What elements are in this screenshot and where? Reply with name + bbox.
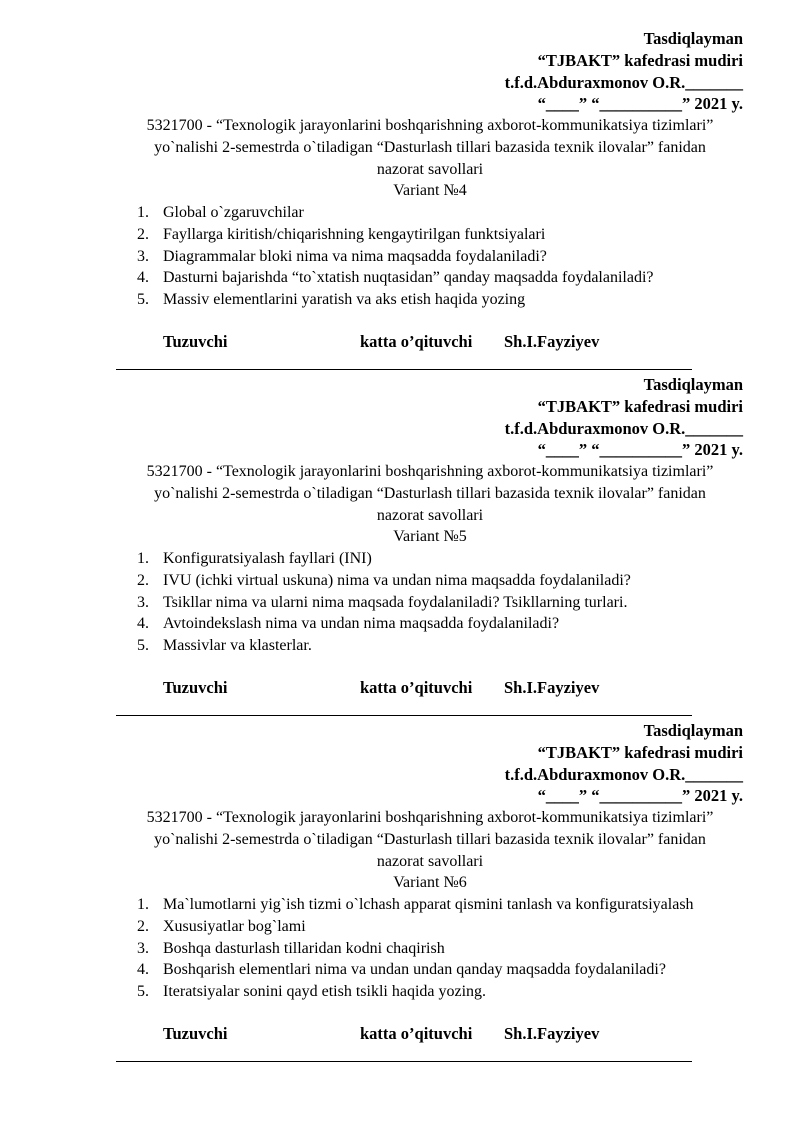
question-item [137, 916, 694, 938]
signature-name: Sh.I.Fayziyev [504, 1024, 600, 1043]
signature-title: katta o’qituvchi [360, 1024, 473, 1043]
question-item [137, 267, 654, 289]
question-item [137, 224, 654, 246]
approval-head-name: t.f.d.Abduraxmonov O.R._______ [504, 72, 743, 92]
question-text: Iteratsiyalar sonini qayd etish tsikli haqida yozing. [163, 983, 487, 1001]
question-text: Ma`lumotlarni yig`ish tizmi o`lchash apparat qismini tanlash va konfiguratsiyalash [163, 896, 694, 913]
approval-department: “TJBAKT” kafedrasi mudiri [537, 50, 743, 70]
question-item [137, 570, 631, 592]
variant-label: Variant №6 [393, 874, 467, 892]
question-list [137, 548, 631, 657]
question-text: Boshqarish elementlari nima va undan undan qanday maqsadda foydalaniladi? [163, 961, 666, 979]
question-item [137, 938, 694, 960]
question-item [137, 635, 631, 657]
question-text: Xususiyatlar bog`lami [163, 917, 306, 935]
question-item [137, 289, 654, 311]
approval-title: Tasdiqlayman [643, 375, 743, 394]
question-list [137, 202, 654, 311]
heading-line-1: 5321700 - “Texnologik jarayonlarini boshqarishning axborot-kommunikatsiya tizimlari” [146, 809, 714, 826]
question-number: 5. [137, 983, 149, 1001]
variant-label: Variant №4 [393, 182, 467, 200]
approval-stamp [505, 374, 743, 461]
approval-date: “____” “__________” 2021 y. [537, 786, 743, 806]
question-text: Tsikllar nima va ularni nima maqsada foydalaniladi? Tsikllarning turlari. [163, 593, 628, 611]
signature-title: katta o’qituvchi [360, 678, 473, 697]
question-number: 1. [137, 204, 149, 221]
question-item [137, 548, 631, 570]
approval-date: “____” “__________” 2021 y. [537, 94, 743, 114]
approval-head-name: t.f.d.Abduraxmonov O.R._______ [504, 418, 743, 438]
question-number: 1. [137, 550, 149, 567]
question-item [137, 592, 631, 614]
approval-stamp [505, 28, 743, 115]
question-text: Massivlar va klasterlar. [163, 637, 312, 655]
question-item [137, 613, 631, 635]
heading-line-2: yo`nalishi 2-semestrda o`tiladigan “Dasturlash tillari bazasida texnik ilovalar” fanidan [154, 138, 706, 156]
heading-line-1: 5321700 - “Texnologik jarayonlarini boshqarishning axborot-kommunikatsiya tizimlari” [146, 463, 714, 480]
question-item [137, 202, 654, 224]
exam-heading [60, 115, 800, 202]
question-text: Dasturni bajarishda “to`xtatish nuqtasidan” qanday maqsadda foydalaniladi? [163, 269, 654, 287]
signature-title: katta o’qituvchi [360, 332, 473, 351]
question-item [137, 246, 654, 268]
question-number: 4. [137, 615, 149, 633]
question-number: 2. [137, 225, 149, 243]
question-text: Global o`zgaruvchilar [163, 204, 304, 221]
question-item [137, 894, 694, 916]
question-number: 2. [137, 571, 149, 589]
variant-block-4 [0, 0, 800, 351]
question-text: IVU (ichki virtual uskuna) nima va undan nima maqsadda foydalaniladi? [163, 571, 631, 589]
question-number: 4. [137, 961, 149, 979]
heading-line-3: nazorat savollari [376, 506, 484, 524]
approval-title: Tasdiqlayman [643, 721, 743, 740]
question-number: 3. [137, 593, 149, 611]
approval-department: “TJBAKT” kafedrasi mudiri [537, 396, 743, 416]
signature-role: Tuzuvchi [163, 332, 228, 351]
heading-line-3: nazorat savollari [376, 852, 484, 870]
question-number: 1. [137, 896, 149, 913]
question-item [137, 959, 694, 981]
signature-name: Sh.I.Fayziyev [504, 332, 600, 351]
exam-heading [60, 807, 800, 894]
approval-date: “____” “__________” 2021 y. [537, 440, 743, 460]
approval-title: Tasdiqlayman [643, 29, 743, 48]
heading-line-2: yo`nalishi 2-semestrda o`tiladigan “Dasturlash tillari bazasida texnik ilovalar” fanidan [154, 830, 706, 848]
question-text: Fayllarga kiritish/chiqarishning kengaytirilgan funktsiyalari [163, 225, 546, 243]
variant-label: Variant №5 [393, 528, 467, 546]
question-text: Boshqa dasturlash tillaridan kodni chaqirish [163, 939, 445, 957]
approval-department: “TJBAKT” kafedrasi mudiri [537, 742, 743, 762]
question-number: 2. [137, 917, 149, 935]
approval-head-name: t.f.d.Abduraxmonov O.R._______ [504, 764, 743, 784]
question-number: 5. [137, 637, 149, 655]
question-number: 3. [137, 939, 149, 957]
signature-line [0, 1023, 800, 1045]
variant-block-6 [0, 692, 800, 1043]
question-item [137, 981, 694, 1003]
signature-role: Tuzuvchi [163, 678, 228, 697]
question-text: Massiv elementlarini yaratish va aks etish haqida yozing [163, 291, 526, 309]
heading-line-1: 5321700 - “Texnologik jarayonlarini boshqarishning axborot-kommunikatsiya tizimlari” [146, 117, 714, 134]
variant-block-5 [0, 346, 800, 697]
approval-stamp [505, 720, 743, 807]
heading-line-3: nazorat savollari [376, 160, 484, 178]
section-divider [116, 1061, 692, 1062]
question-text: Avtoindekslash nima va undan nima maqsadda foydalaniladi? [163, 615, 560, 633]
question-number: 5. [137, 291, 149, 309]
question-number: 4. [137, 269, 149, 287]
heading-line-2: yo`nalishi 2-semestrda o`tiladigan “Dasturlash tillari bazasida texnik ilovalar” fanidan [154, 484, 706, 502]
exam-heading [60, 461, 800, 548]
question-text: Konfiguratsiyalash fayllari (INI) [163, 550, 372, 567]
question-text: Diagrammalar bloki nima va nima maqsadda foydalaniladi? [163, 247, 547, 265]
question-list [137, 894, 694, 1003]
signature-name: Sh.I.Fayziyev [504, 678, 600, 697]
question-number: 3. [137, 247, 149, 265]
signature-role: Tuzuvchi [163, 1024, 228, 1043]
